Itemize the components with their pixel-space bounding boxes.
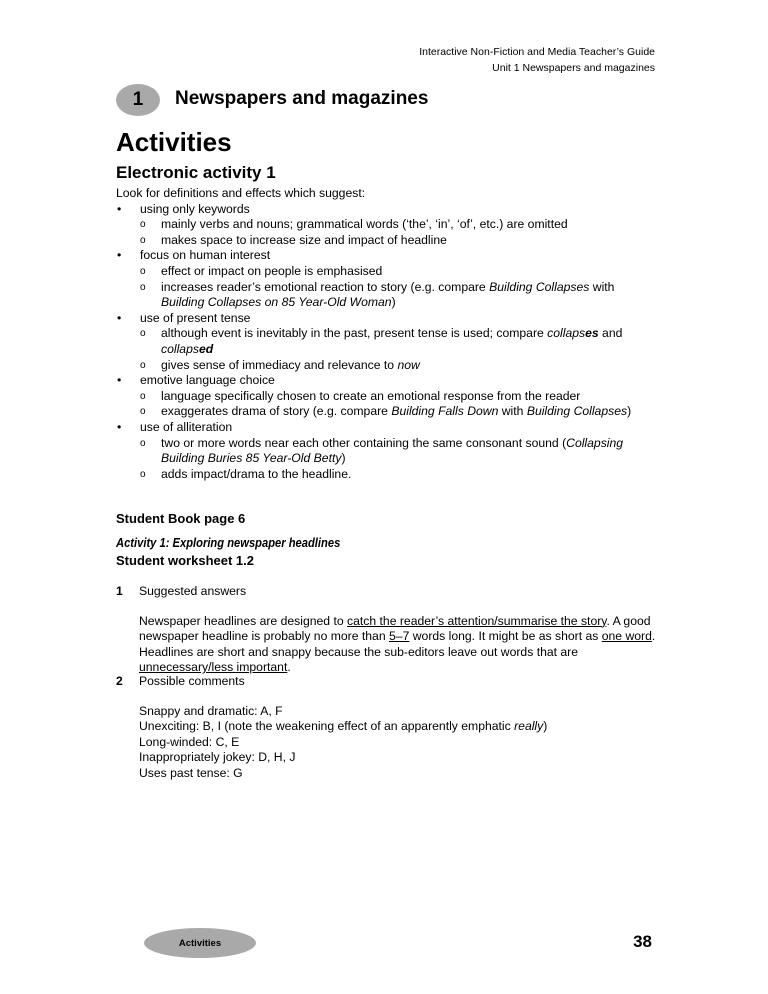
sub-list-item: o two or more words near each other containing the same consonant sound (Collapsing Building Buries 85 Year-Old Betty) [140, 436, 656, 467]
list-item: • using only keywords o mainly verbs and nouns; grammatical words (‘the’, ‘in’, ‘of’, etc.) are omitted o makes space to increase size and impact of headline [116, 202, 656, 249]
list-item: • focus on human interest o effect or impact on people is emphasised o increases reader’s emotional reaction to story (e.g. compare Building Collapses with Building Collapses on 85 Year-Old Woman) [116, 248, 656, 310]
sub-list-item: o makes space to increase size and impact of headline [140, 233, 656, 249]
comment-line: Unexciting: B, I (note the weakening effect of an apparently emphatic really) [139, 719, 548, 734]
section-heading: Electronic activity 1 [116, 163, 276, 182]
activity-title: Activity 1: Exploring newspaper headlines [116, 535, 341, 550]
sub-list-item: o mainly verbs and nouns; grammatical words (‘the’, ‘in’, ‘of’, etc.) are omitted [140, 217, 656, 233]
comment-line: Long-winded: C, E [139, 734, 240, 749]
sub-list-item: o exaggerates drama of story (e.g. compare Building Falls Down with Building Collapses) [140, 404, 656, 420]
sub-list-item: o effect or impact on people is emphasised [140, 264, 656, 280]
sub-list-item: o adds impact/drama to the headline. [140, 467, 656, 483]
question-label: Possible comments [139, 674, 245, 688]
comment-line: Snappy and dramatic: A, F [139, 703, 283, 718]
question-number: 1 [116, 584, 123, 598]
sub-list-item: o increases reader’s emotional reaction to story (e.g. compare Building Collapses with Building Collapses on 85 Year-Old Woman) [140, 280, 656, 311]
electronic-activity-body [116, 186, 656, 482]
question-label: Suggested answers [139, 584, 247, 598]
page-number: 38 [633, 932, 652, 951]
header-guide-title: Interactive Non-Fiction and Media Teacher’s Guide [419, 46, 655, 58]
student-book-reference: Student Book page 6 [116, 511, 246, 526]
unit-number-badge: 1 [116, 84, 160, 116]
page-title: Activities [116, 127, 232, 157]
comment-line: Inappropriately jokey: D, H, J [139, 750, 296, 765]
list-item: • use of alliteration o two or more words near each other containing the same consonant sound (Collapsing Building Buries 85 Year-Old Betty) o adds impact/drama to the headline. [116, 420, 656, 482]
running-header [419, 44, 655, 76]
intro-text: Look for definitions and effects which suggest: [116, 186, 366, 200]
sub-list-item: o gives sense of immediacy and relevance to now [140, 358, 656, 374]
comment-line: Uses past tense: G [139, 765, 243, 780]
question-number: 2 [116, 674, 123, 688]
sub-list-item: o language specifically chosen to create an emotional response from the reader [140, 389, 656, 405]
worksheet-title: Student worksheet 1.2 [116, 553, 254, 568]
answer-text: Newspaper headlines are designed to catch the reader’s attention/summarise the story. A good newspaper headline is probably no more than 5–7 words long. It might be as short as one word. Headlines are short and snappy because the sub-editors leave out words that are unnecessary/less important. [139, 613, 656, 675]
header-unit-title: Unit 1 Newspapers and magazines [492, 62, 655, 74]
list-item: • emotive language choice o language specifically chosen to create an emotional response from the reader o exaggerates drama of story (e.g. compare Building Falls Down with Building Collapses) [116, 373, 656, 420]
section-tab: Activities [144, 928, 256, 958]
sub-list-item: o although event is inevitably in the past, present tense is used; compare collapses and collapsed [140, 326, 656, 357]
definitions-list [116, 202, 656, 483]
unit-title: Newspapers and magazines [175, 88, 429, 109]
list-item: • use of present tense o although event is inevitably in the past, present tense is used; compare collapses and collapsed o gives sense of immediacy and relevance to now [116, 311, 656, 373]
